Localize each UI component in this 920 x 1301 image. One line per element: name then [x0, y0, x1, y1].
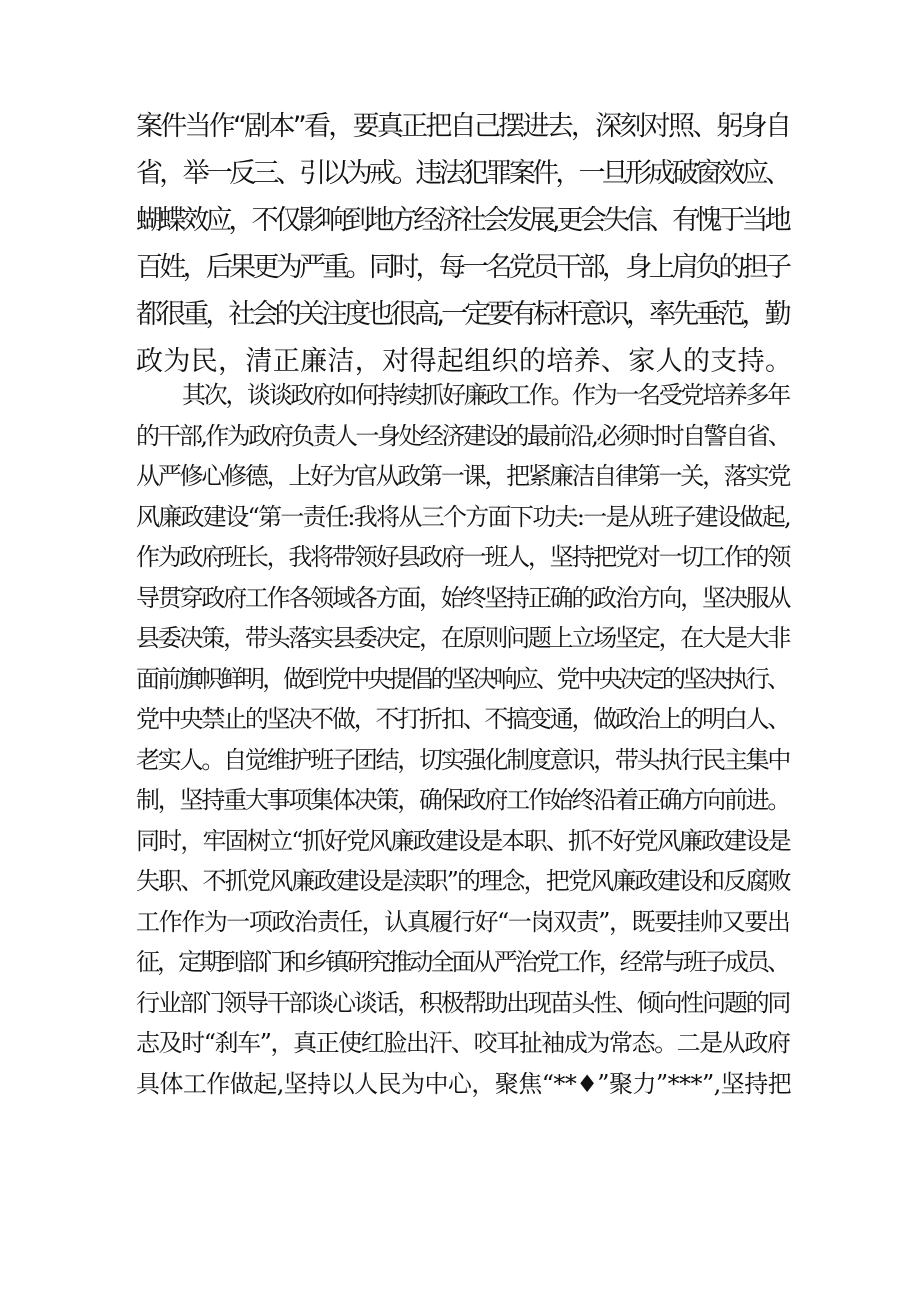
text-line: 老实人。自觉维护班子团结，切实强化制度意识，带头执行民主集中 — [136, 745, 790, 774]
text-line: 党中央禁止的坚决不做，不打折扣、不搞变通，做政治上的明白人、 — [136, 705, 790, 733]
text-line: 志及时“刹车”，真正使红脸出汗、咬耳扯袖成为常态。二是从政府 — [136, 1029, 790, 1057]
text-line: 从严修心修德，上好为官从政第一课，把紧廉洁自律第一关，落实党 — [136, 462, 790, 490]
text-line: 其次，谈谈政府如何持续抓好廉政工作。作为一名受党培养多年 — [182, 381, 789, 409]
text-line: 百姓，后果更为严重。同时，每一名党员干部，身上肩负的担子 — [136, 252, 789, 283]
text-line: 失职、不抓党风廉政建设是渎职”的理念，把党风廉政建设和反腐败 — [136, 867, 790, 895]
text-line: 征，定期到部门和乡镇研究推动全面从严治党工作，经常与班子成员、 — [136, 948, 789, 976]
text-line: 政为民，清正廉洁，对得起组织的培养、家人的支持。 — [136, 346, 793, 377]
text-line: 省，举一反三、引以为戒。违法犯罪案件，一旦形成破窗效应、 — [136, 158, 789, 189]
text-line: 制，坚持重大事项集体决策，确保政府工作始终沿着正确方向前进。 — [136, 786, 790, 814]
text-line: 导贯穿政府工作各领域各方面，始终坚持正确的政治方向，坚决服从 — [136, 583, 790, 612]
text-line: 具体工作做起,坚持以人民为中心，聚焦“**♦”聚力”***”,坚持把 — [136, 1069, 792, 1098]
text-line: 同时，牢固树立“抓好党风廉政建设是本职、抓不好党风廉政建设是 — [136, 826, 790, 855]
text-line: 县委决策，带头落实县委决定，在原则问题上立场坚定，在大是大非 — [136, 624, 790, 652]
text-line: 作为政府班长，我将带领好县政府一班人，坚持把党对一切工作的领 — [136, 543, 790, 571]
text-line: 面前旗帜鲜明，做到党中央提倡的坚决响应、党中央决定的坚决执行、 — [136, 664, 789, 693]
text-line: 的干部,作为政府负责人一身处经济建设的最前沿,必须时时自警自省、 — [136, 421, 790, 450]
text-line: 案件当作“剧本”看，要真正把自己摆进去，深刻对照、躬身自 — [136, 111, 790, 142]
text-line: 风廉政建设“第一责任:我将从三个方面下功夫:一是从班子建设做起, — [136, 502, 790, 531]
text-line: 蝴蝶效应，不仅影响到地方经济社会发展,更会失信、有愧于当地 — [136, 205, 788, 236]
text-line: 都很重，社会的关注度也很高,一定要有标杆意识，率先垂范，勤 — [136, 299, 788, 330]
text-line: 行业部门领导干部谈心谈话，积极帮助出现苗头性、倾向性问题的同 — [136, 988, 790, 1017]
text-line: 工作作为一项政治责任，认真履行好“一岗双责”，既要挂帅又要出 — [136, 907, 790, 936]
